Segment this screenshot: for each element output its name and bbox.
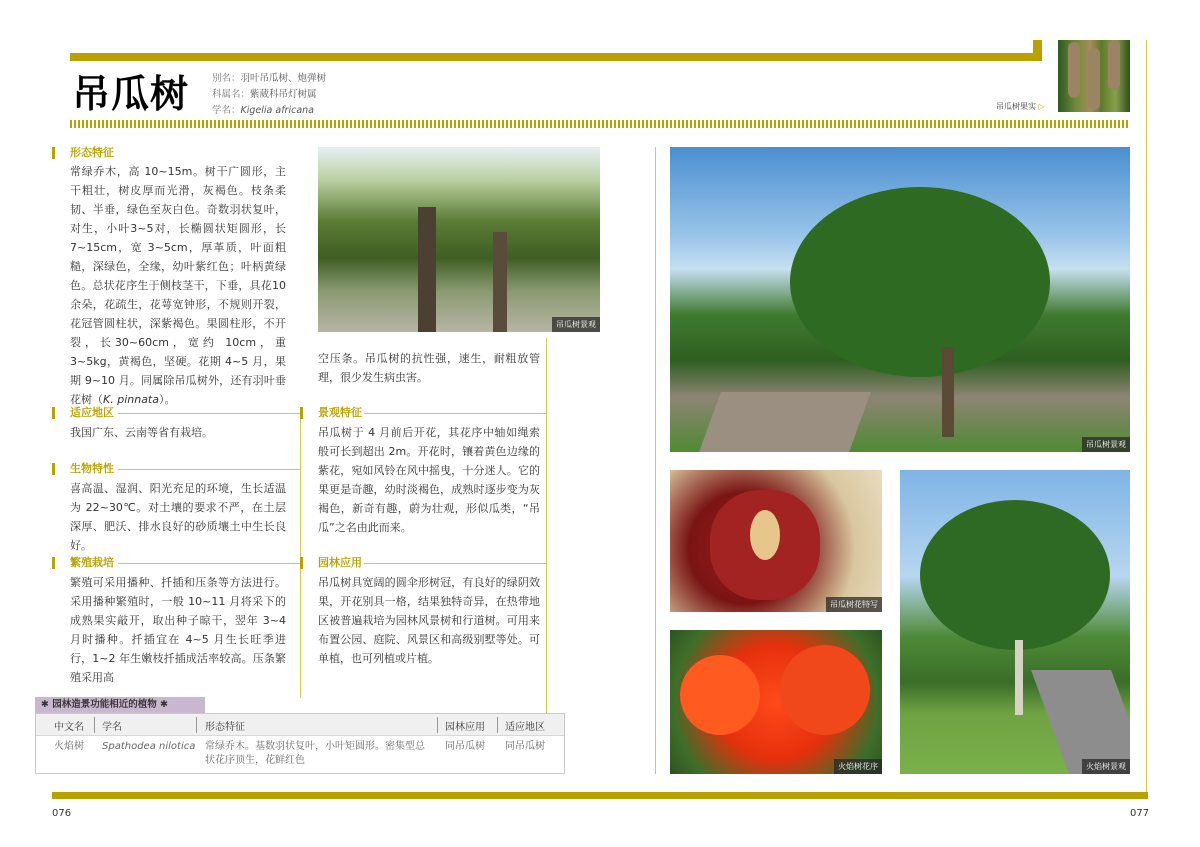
photo-caption: 火焰树花序 <box>834 759 882 774</box>
section-heading-application: 园林应用 <box>318 556 362 569</box>
photo-caption: 吊瓜树花特写 <box>826 597 882 612</box>
section-marker <box>300 557 303 569</box>
flower-center-shape <box>750 510 780 560</box>
path-shape <box>699 392 871 452</box>
trunk-shape <box>1015 640 1023 715</box>
thumbnail-caption: 吊瓜树果实 ▷ <box>996 102 1045 111</box>
column-header: 形态特征 <box>205 722 245 733</box>
trunk-shape <box>493 232 507 332</box>
flower-shape <box>680 655 760 735</box>
header-band <box>70 53 1042 61</box>
propagation-text: 繁殖可采用播种、扦插和压条等方法进行。采用播种繁殖时，一般 10~11 月将采下的成熟果实敲开，取出种子晾干，翌年 3~4 月时播种。扦插宜在 4~5 月生长旺季进行，1~2 年生嫩枝扦插成活率较高。压条繁殖采用高 <box>70 576 286 684</box>
family-value: 紫葳科吊灯树属 <box>250 89 317 100</box>
section-rule <box>118 413 300 414</box>
trunk-shape <box>942 347 954 437</box>
cell-morph: 常绿乔木。基数羽状复叶，小叶矩圆形。密集型总状花序顶生，花鲜红色 <box>205 741 425 766</box>
continuation-text: 空压条。吊瓜树的抗性强，速生，耐粗放管理，很少发生病虫害。 <box>318 352 540 384</box>
header-band-hook <box>1033 40 1042 61</box>
plant-meta <box>212 71 326 119</box>
photo-kigelia-landscape-1 <box>318 147 600 332</box>
photo-caption: 吊瓜树景观 <box>552 317 600 332</box>
page-number-left: 076 <box>52 808 72 819</box>
photo-spathodea-landscape <box>900 470 1130 774</box>
landscape-text: 吊瓜树于 4 月前后开花，其花序中轴如绳索般可长到超出 2m。开花时，镶着黄色边缘的紫花，宛如风铃在风中摇曳，十分迷人。它的果更是奇趣，幼时淡褐色，成熟时逐步变为灰褐色，新奇有趣，蔚为壮观，形似瓜类，“吊瓜”之名由此而来。 <box>318 426 540 534</box>
cell-use: 同吊瓜树 <box>445 741 485 752</box>
footer-band <box>52 792 1148 799</box>
table-header <box>36 714 564 736</box>
alias-label: 别名： <box>212 73 241 84</box>
photo-kigelia-flower <box>670 470 882 612</box>
biology-text: 喜高温、湿润、阳光充足的环境，生长适温为 22~30℃。对土壤的要求不严，在土层深厚、肥沃、排水良好的砂质壤土中生长良好。 <box>70 482 286 552</box>
section-rule <box>364 563 546 564</box>
trunk-shape <box>418 207 436 332</box>
column-header: 中文名 <box>54 722 84 733</box>
column-header: 园林应用 <box>445 722 485 733</box>
similar-plants-table <box>35 713 565 774</box>
family-row <box>212 87 326 103</box>
column-separator <box>655 147 656 774</box>
column-separator <box>300 408 301 698</box>
tree-crown-shape <box>920 500 1110 650</box>
fruit-shape <box>1088 48 1100 110</box>
column-divider <box>437 717 438 733</box>
section-heading-biology: 生物特性 <box>70 462 114 475</box>
page-edge-line <box>1146 40 1147 792</box>
section-marker <box>52 147 55 159</box>
section-marker <box>52 407 55 419</box>
section-rule <box>118 563 300 564</box>
column-header: 学名 <box>102 722 122 733</box>
column-header: 适应地区 <box>505 722 545 733</box>
section-marker <box>52 463 55 475</box>
section-marker <box>300 407 303 419</box>
fruit-thumbnail <box>1058 40 1130 112</box>
column-divider <box>497 717 498 733</box>
cell-region: 同吊瓜树 <box>505 741 545 752</box>
column-divider <box>196 717 197 733</box>
section-marker <box>52 557 55 569</box>
cell-name: 火焰树 <box>54 741 84 752</box>
family-label: 科属名： <box>212 89 251 100</box>
flower-shape <box>780 645 870 735</box>
fruit-shape <box>1108 40 1120 90</box>
photo-spathodea-flowers <box>670 630 882 774</box>
section-heading-propagation: 繁殖栽培 <box>70 556 114 569</box>
section-rule <box>364 413 546 414</box>
section-heading-landscape: 景观特征 <box>318 406 362 419</box>
distribution-text: 我国广东、云南等省有栽培。 <box>70 426 213 439</box>
table-title: ✱ 园林造景功能相近的植物 ✱ <box>35 697 205 713</box>
dotted-divider <box>70 120 1130 128</box>
morphology-text: 常绿乔木，高 10~15m。树干广圆形，主干粗壮，树皮厚而光滑，灰褐色。枝条柔韧、半垂，绿色至灰白色。奇数羽状复叶，对生，小叶3~5对，长椭圆状矩圆形，长7~15cm，宽 3~5cm，厚革质，叶面粗糙，深绿色，全缘，幼叶紫红色；叶柄黄绿色。总状花序生于侧枝茎干，下垂，具花10余朵，花疏生，花萼宽钟形，不规则开裂，花冠管圆柱状，深紫褐色。果圆柱形，不开裂，长30~60cm，宽约 10cm，重 3~5kg，黄褐色，坚硬。花期 4~5 月，果期 9~10 月。同属除吊瓜树外，还有羽叶垂花树（K. pinnata）。 <box>70 165 286 406</box>
photo-kigelia-landscape-2 <box>670 147 1130 452</box>
alias-value: 羽叶吊瓜树、炮弹树 <box>240 73 327 84</box>
cell-sci: Spathodea nilotica <box>102 741 196 752</box>
sci-row <box>212 103 326 119</box>
section-heading-distribution: 适应地区 <box>70 406 114 419</box>
tree-crown-shape <box>790 187 1050 377</box>
section-rule <box>118 469 300 470</box>
column-divider <box>94 717 95 733</box>
page-number-right: 077 <box>1130 808 1150 819</box>
photo-caption: 吊瓜树景观 <box>1082 437 1130 452</box>
column-separator <box>546 338 547 774</box>
sci-label: 学名： <box>212 105 241 116</box>
sci-value: Kigelia africana <box>240 105 314 116</box>
section-heading-morphology: 形态特征 <box>70 146 114 159</box>
fruit-shape <box>1068 42 1080 98</box>
page-title: 吊瓜树 <box>72 72 190 116</box>
photo-caption: 火焰树景观 <box>1082 759 1130 774</box>
application-text: 吊瓜树具宽阔的圆伞形树冠，有良好的绿阴效果，开花别具一格，结果独特奇异，在热带地区被普遍栽培为园林风景树和行道树。可用来布置公园、庭院、风景区和高级别墅等处。可单植，也可列植或片植。 <box>318 576 540 665</box>
alias-row <box>212 71 326 87</box>
